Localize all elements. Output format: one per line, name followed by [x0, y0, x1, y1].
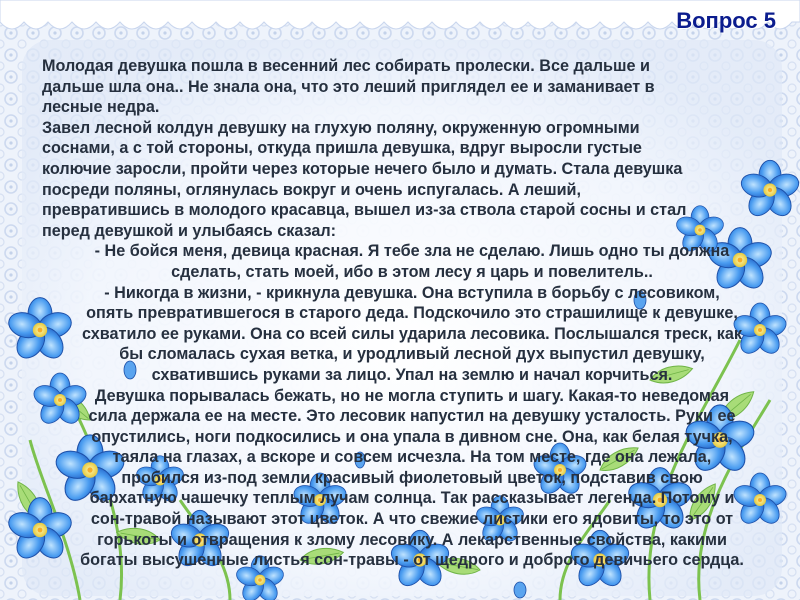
text-line: лесные недра. — [42, 98, 160, 117]
text-line: сила держала ее на месте. Это лесовик напустил на девушку усталость. Руки ее — [88, 407, 736, 426]
paragraph — [42, 386, 782, 571]
text-line: схватившись руками за лицо. Упал на землю и начал корчиться. — [151, 365, 673, 384]
legend-text — [42, 56, 782, 571]
text-line: - Никогда в жизни, - крикнула девушка. Она вступила в борьбу с лесовиком, — [104, 283, 720, 302]
text-line: Девушка порывалась бежать, но не могла ступить и шагу. Какая-то неведомая — [94, 386, 730, 405]
dialogue-paragraph — [42, 241, 782, 282]
text-line: перед девушкой и улыбаясь сказал: — [42, 221, 337, 240]
text-line: колючие заросли, пройти через которые нечего было и думать. Стала девушка — [42, 159, 683, 178]
text-line: - Не бойся меня, девица красная. Я тебе зла не сделаю. Лишь одно ты должна — [94, 242, 730, 261]
text-line: превратившись в молодого красавца, вышел из-за ствола старой сосны и стал — [42, 201, 687, 220]
text-line: бархатную чашечку теплым лучам солнца. Так рассказывает легенда. Потому и — [89, 489, 735, 508]
text-line: сон-травой называют этот цветок. А что свежие листики его ядовиты, то это от — [90, 510, 734, 529]
text-line: схватило ее руками. Она со всей силы ударила лесовика. Послышался треск, как — [82, 324, 742, 343]
paragraph — [42, 56, 782, 118]
text-line: бы сломалась сухая ветка, и уродливый лесной дух выпустил девушку, — [119, 345, 705, 364]
dialogue-paragraph — [42, 283, 782, 386]
text-line: пробился из-под земли красивый фиолетовый цветок, подставив свою — [121, 468, 703, 487]
question-title: Вопрос 5 — [676, 8, 776, 33]
text-line: таяла на глазах, а вскоре и совсем исчезла. На том месте, где она лежала, — [112, 448, 712, 467]
text-line: Молодая девушка пошла в весенний лес собирать пролески. Все дальше и — [42, 57, 650, 75]
text-line: соснами, а с той стороны, откуда пришла девушка, вдруг выросли густые — [42, 139, 642, 158]
text-line: сделать, стать моей, ибо в этом лесу я царь и повелитель.. — [171, 262, 653, 281]
text-line: Завел лесной колдун девушку на глухую поляну, окруженную огромными — [42, 118, 640, 137]
text-line: опять превратившегося в старого деда. Подскочило это страшилище к девушке, — [86, 304, 738, 323]
paragraph — [42, 118, 782, 242]
text-line: горькоты и отвращения к злому лесовику. А лекарственные свойства, какими — [97, 530, 727, 549]
text-line: богаты высушенные листья сон-травы - от щедрого и доброго девичьего сердца. — [80, 551, 744, 570]
text-line: посреди поляны, оглянулась вокруг и очень испугалась. А леший, — [42, 180, 581, 199]
text-line: дальше шла она.. Не знала она, что это леший приглядел ее и заманивает в — [42, 77, 655, 96]
text-line: опустились, ноги подкосились и она упала в дивном сне. Она, как белая тучка, — [91, 427, 733, 446]
